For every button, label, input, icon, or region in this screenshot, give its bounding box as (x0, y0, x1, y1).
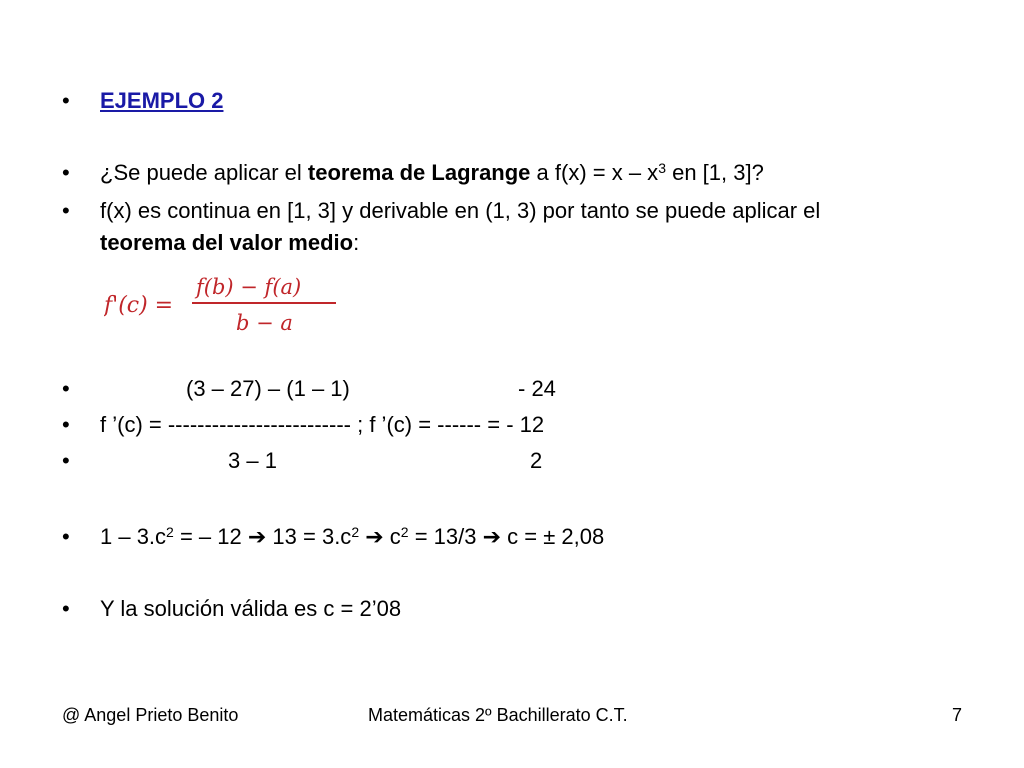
fraction-numerator-left: (3 – 27) – (1 – 1) (186, 376, 350, 401)
formula-lhs: f'(c) = (104, 293, 174, 318)
fraction-denominator-right: 2 (530, 448, 543, 473)
footer-author: @ Angel Prieto Benito (62, 705, 239, 725)
arrow-icon: ➔ (365, 525, 384, 550)
slide-heading: EJEMPLO 2 (100, 88, 224, 113)
formula-numerator: f(b) − f(a) (196, 275, 302, 299)
footer-course: Matemáticas 2º Bachillerato C.T. (368, 705, 628, 725)
statement-text-line1: f(x) es continua en [1, 3] y derivable en (1, 3) por tanto se puede aplicar el (100, 198, 821, 223)
bullet: • (62, 160, 70, 185)
formula-denominator: b − a (236, 311, 293, 335)
bullet: • (62, 376, 70, 401)
bullet: • (62, 88, 70, 113)
bullet: • (62, 448, 70, 473)
fraction-numerator-right: - 24 (518, 376, 556, 401)
bullet: • (62, 596, 70, 621)
statement-text-line2: teorema del valor medio: (100, 230, 360, 255)
question-text: ¿Se puede aplicar el teorema de Lagrange a $f(x) = x - x^3$ en [1, 3]? (100, 160, 764, 185)
fraction-denominator-left: 3 – 1 (228, 448, 277, 473)
bullet: • (62, 412, 70, 437)
bullet: • (62, 524, 70, 549)
equation-text: $1 - 3.c^2$ = – 12 ➔ $13 = 3.c^2$ ➔ $c^2 = 13/3$ ➔ c = ± 2,08 (100, 524, 605, 550)
fraction-middle-text: f ’(c) = ------------------------- ; f ’(c) = ------ = - 12 (100, 412, 545, 437)
conclusion-text: Y la solución válida es c = 2’08 (100, 596, 402, 621)
arrow-icon: ➔ (247, 525, 267, 550)
arrow-icon: ➔ (482, 525, 502, 550)
bullet: • (62, 198, 70, 223)
mean-value-formula (104, 270, 344, 340)
footer-page-number: 7 (952, 705, 963, 725)
